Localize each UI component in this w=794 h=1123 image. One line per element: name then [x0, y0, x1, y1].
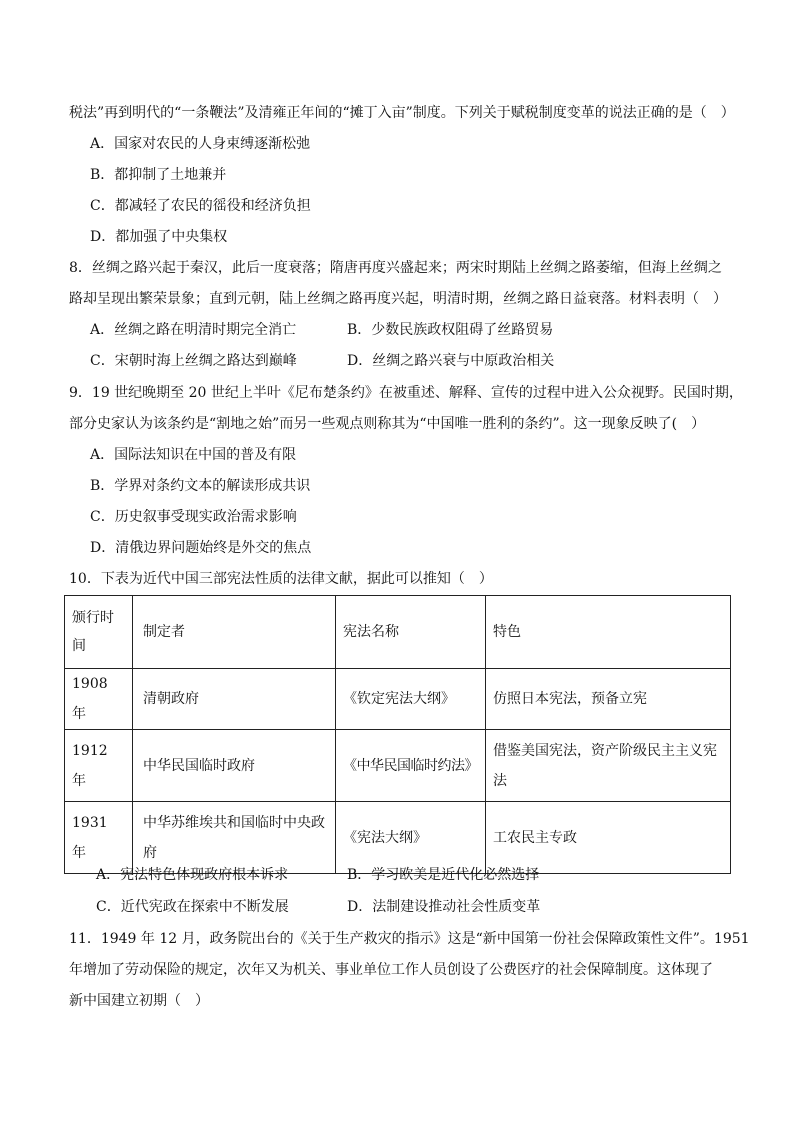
table-header-cell: 特色	[486, 596, 731, 669]
q7-option-b[interactable]: B．都抑制了土地兼并	[90, 167, 227, 183]
q8-option-a[interactable]: A．丝绸之路在明清时期完全消亡	[90, 322, 297, 338]
table-header-cell: 制定者	[133, 596, 336, 669]
q10-stem: 10．下表为近代中国三部宪法性质的法律文献，据此可以推知（ ）	[69, 571, 493, 587]
q9-option-b[interactable]: B．学界对条约文本的解读形成共识	[90, 478, 311, 494]
q7-option-a[interactable]: A．国家对农民的人身束缚逐渐松弛	[90, 136, 311, 152]
q8-option-c[interactable]: C．宋朝时海上丝绸之路达到巅峰	[90, 353, 297, 369]
table-header-cell: 颁行时间	[65, 596, 133, 669]
table-cell-name: 《钦定宪法大纲》	[336, 669, 486, 730]
q10-option-d[interactable]: D．法制建设推动社会性质变革	[347, 899, 541, 915]
table-cell-year: 1912 年	[65, 730, 133, 802]
table-cell-year: 1908 年	[65, 669, 133, 730]
q8-stem-line1: 8．丝绸之路兴起于秦汉，此后一度衰落；隋唐再度兴盛起来；两宋时期陆上丝绸之路萎缩，但海上丝绸之	[69, 260, 722, 276]
constitution-table	[64, 595, 731, 874]
table-cell-feature: 借鉴美国宪法，资产阶级民主主义宪法	[486, 730, 731, 802]
table-cell-feature: 仿照日本宪法，预备立宪	[486, 669, 731, 730]
q10-option-a[interactable]: A．宪法特色体现政府根本诉求	[96, 867, 289, 883]
table-header-cell: 宪法名称	[336, 596, 486, 669]
q11-stem-line1: 11．1949 年 12 月，政务院出台的《关于生产救灾的指示》这是“新中国第一份社会保障政策性文件”。1951	[69, 931, 750, 947]
q9-option-c[interactable]: C．历史叙事受现实政治需求影响	[90, 509, 297, 525]
table-cell-year: 1931 年	[65, 802, 133, 874]
q11-stem-line3: 新中国建立初期（ ）	[69, 993, 209, 1009]
q9-option-d[interactable]: D．清俄边界问题始终是外交的焦点	[90, 540, 312, 556]
table-header-row	[65, 596, 731, 669]
q7-option-d[interactable]: D．都加强了中央集权	[90, 229, 228, 245]
q9-stem-line2: 部分史家认为该条约是“割地之始”而另一些观点则称其为“中国唯一胜利的条约”。这一现象反映了( ）	[69, 416, 706, 432]
q7-option-c[interactable]: C．都减轻了农民的徭役和经济负担	[90, 198, 311, 214]
table-cell-maker: 中华民国临时政府	[133, 730, 336, 802]
table-row	[65, 730, 731, 802]
q9-stem-line1: 9．19 世纪晚期至 20 世纪上半叶《尼布楚条约》在被重述、解释、宣传的过程中进入公众视野。民国时期，	[69, 385, 743, 401]
q8-option-b[interactable]: B．少数民族政权阻碍了丝路贸易	[347, 322, 554, 338]
q10-option-b[interactable]: B．学习欧美是近代化必然选择	[347, 867, 540, 883]
table-cell-maker: 中华苏维埃共和国临时中央政府	[133, 802, 336, 874]
q8-stem-line2: 路却呈现出繁荣景象；直到元朝，陆上丝绸之路再度兴起，明清时期，丝绸之路日益衰落。材料表明（ ）	[69, 291, 727, 307]
table-cell-feature: 工农民主专政	[486, 802, 731, 874]
table-cell-name: 《中华民国临时约法》	[336, 730, 486, 802]
q9-option-a[interactable]: A．国际法知识在中国的普及有限	[90, 447, 297, 463]
q10-option-c[interactable]: C．近代宪政在探索中不断发展	[96, 899, 289, 915]
table-row	[65, 669, 731, 730]
q8-option-d[interactable]: D．丝绸之路兴衰与中原政治相关	[347, 353, 555, 369]
table-row	[65, 802, 731, 874]
q7-stem-tail: 税法”再到明代的“一条鞭法”及清雍正年间的“摊丁入亩”制度。下列关于赋税制度变革的说法正确的是（ ）	[69, 105, 735, 121]
table-cell-name: 《宪法大纲》	[336, 802, 486, 874]
q11-stem-line2: 年增加了劳动保险的规定，次年又为机关、事业单位工作人员创设了公费医疗的社会保障制度。这体现了	[69, 962, 713, 978]
table-cell-maker: 清朝政府	[133, 669, 336, 730]
